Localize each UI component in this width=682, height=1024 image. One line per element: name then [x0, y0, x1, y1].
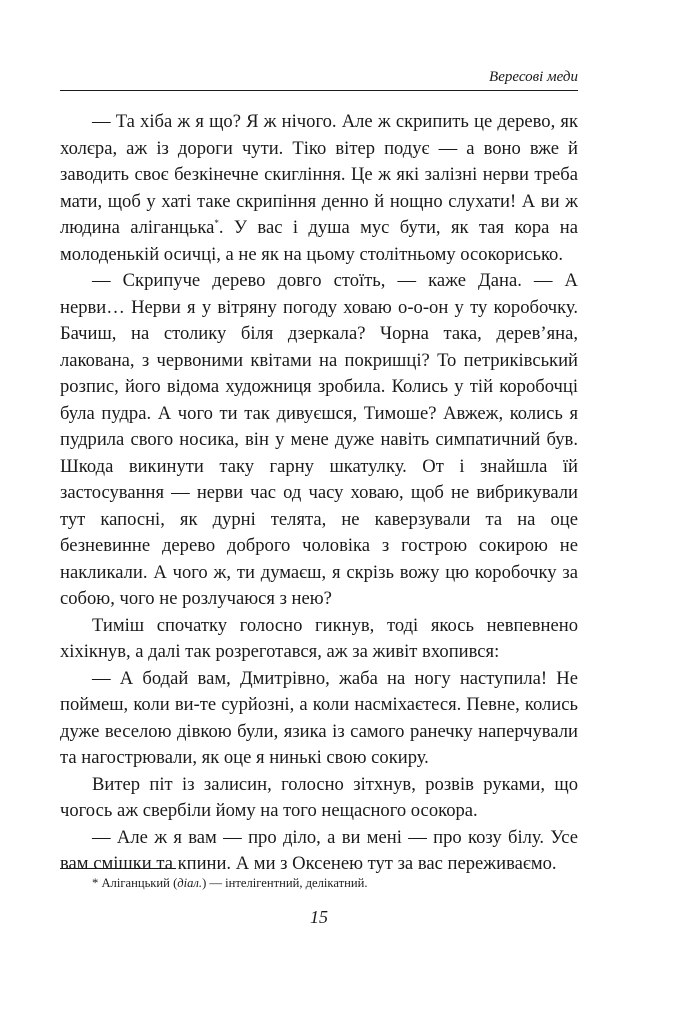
paragraph-4: — А бодай вам, Дмитрівно, жаба на ногу наступила! Не поймеш, коли ви-те сурйозні, а коли насміхаєтеся. Певне, колись дуже веселою дівкою були, язика із самого ранечку наперчували та нагострювали, як оце я нинькі свою сокиру.: [60, 667, 578, 768]
footnote-term: Аліганцький: [101, 876, 170, 890]
footnote-label: діал.: [177, 876, 203, 890]
paragraph-1: [60, 109, 578, 268]
running-title: Вересові меди: [489, 69, 578, 85]
body-text: [60, 109, 578, 878]
header-rule: [60, 90, 578, 91]
paragraph-5: Витер піт із залисин, голосно зітхнув, розвів руками, що чогось аж свербіли йому на того нещасного осокора.: [60, 773, 578, 821]
footnote: * Аліганцький (діал.) — інтелігентний, делікатний.: [92, 876, 368, 890]
paragraph-3: Тиміш спочатку голосно гикнув, тоді якось невпевнено хіхікнув, а далі так розреготався, аж за живіт вхопився:: [60, 614, 578, 662]
page-number: 15: [310, 907, 328, 927]
paragraph-1-text: — Та хіба ж я що? Я ж нічого. Але ж скрипить це дерево, як холєра, аж із дороги чути. Тіко вітер подує — а воно вже й заводить своє безкінечне скигління. Це ж які залізні нерви треба мати, щоб у хаті таке скрипіння денно й нощно слухати! А ви ж людина аліганцька: [60, 111, 578, 238]
paragraph-2: — Скрипуче дерево довго стоїть, — каже Дана. — А нерви… Нерви я у вітряну погоду ховаю о-о-он у ту коробочку. Бачиш, на столику біля дзеркала? Чорна така, дерев’яна, лакована, з червоними квітами на покришці? То петриківський розпис, його відома художниця зробила. Колись у тій коробочці була пудра. А чого ти так дивуєшся, Тимоше? Авжеж, колись я пудрила свого носика, він у мене дуже навіть симпатичний був. Шкода викинути таку гарну шкатулку. От і знайшла їй застосування — нерви час од часу ховаю, щоб не вибрикували тут капосні, як дурні телята, не каверзували та на оце безневинне дерево доброго чоловіка з гострою сокирою не накликали. А чого ж, ти думаєш, я скрізь вожу цю коробочку за собою, чого не розлучаюся з нею?: [60, 270, 578, 609]
footnote-reference: *: [214, 217, 219, 228]
footnote-definition: — інтелігентний, делікатний.: [209, 876, 368, 890]
footnote-mark: *: [92, 876, 99, 890]
footnote-rule: [60, 868, 176, 869]
paragraph-6: — Але ж я вам — про діло, а ви мені — про козу білу. Усе вам смішки та кпини. А ми з Оксенею тут за вас переживаємо.: [60, 826, 578, 874]
paragraph-1-text-cont: . У вас і душа мус бути, як тая кора на молоденькій осичці, а не як на цьому столітньому осокорисько.: [60, 217, 578, 265]
